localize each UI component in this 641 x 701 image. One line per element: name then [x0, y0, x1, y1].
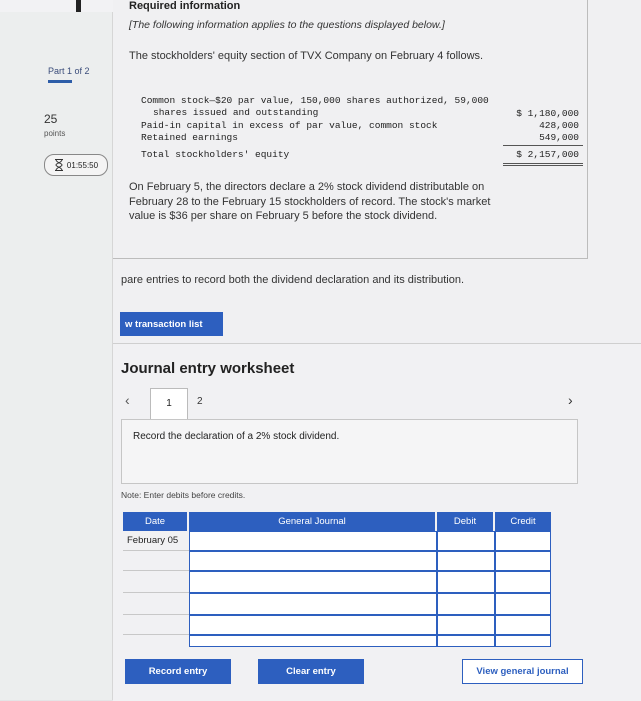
column-header-date: Date [123, 512, 187, 531]
bs-value: 549,000 [539, 132, 579, 143]
column-header-debit: Debit [437, 512, 493, 531]
required-info-title: Required information [129, 0, 241, 12]
journal-table [123, 512, 551, 647]
bs-value: $ 1,180,000 [516, 108, 579, 119]
column-header-general-journal: General Journal [189, 512, 435, 531]
account-input[interactable] [189, 615, 437, 635]
prepare-instruction: pare entries to record both the dividend declaration and its distribution. [121, 274, 465, 286]
credit-input[interactable] [495, 615, 551, 635]
record-entry-button[interactable]: Record entry [125, 659, 231, 684]
credit-input[interactable] [495, 571, 551, 593]
bs-label: Paid-in capital in excess of par value, common stock [141, 120, 438, 131]
entry-instruction-box [121, 419, 578, 484]
credit-input[interactable] [495, 593, 551, 615]
debit-input[interactable] [437, 531, 495, 551]
debit-credit-note: Note: Enter debits before credits. [121, 490, 246, 500]
journal-worksheet [113, 343, 641, 701]
bs-label: Retained earnings [141, 132, 238, 143]
top-marker [76, 0, 81, 12]
problem-intro: The stockholders' equity section of TVX Company on February 4 follows. [129, 50, 484, 62]
required-info-subtitle: [The following information applies to the questions displayed below.] [129, 19, 445, 31]
account-input[interactable] [189, 531, 437, 551]
tab-2[interactable]: 2 [197, 396, 203, 407]
bs-label: Common stock—$20 par value, 150,000 shares authorized, 59,000 [141, 95, 489, 106]
column-header-credit: Credit [495, 512, 551, 531]
credit-input[interactable] [495, 531, 551, 551]
credit-input[interactable] [495, 551, 551, 571]
debit-input[interactable] [437, 571, 495, 593]
debit-input[interactable] [437, 551, 495, 571]
timer-text: 01:55:50 [66, 160, 99, 170]
clear-entry-button[interactable]: Clear entry [258, 659, 364, 684]
date-cell: February 05 [127, 535, 179, 546]
account-input[interactable] [189, 571, 437, 593]
journal-title: Journal entry worksheet [121, 360, 295, 377]
chevron-left-icon[interactable]: ‹ [125, 392, 130, 408]
debit-input[interactable] [437, 635, 495, 647]
view-transaction-list-button[interactable]: w transaction list [120, 312, 223, 336]
bs-value: 428,000 [539, 120, 579, 131]
total-rule [503, 163, 583, 164]
subtotal-rule [503, 145, 583, 146]
bs-label: shares issued and outstanding [153, 107, 319, 118]
sidebar [0, 12, 113, 700]
timer-badge[interactable] [44, 154, 108, 176]
tab-1[interactable]: 1 [150, 388, 188, 420]
debit-input[interactable] [437, 593, 495, 615]
problem-paragraph: On February 5, the directors declare a 2% stock dividend distributable on February 28 to the February 15 stockholders of record. The stock's market value is $36 per share on February 5 before the stock dividend. [129, 181, 491, 222]
chevron-right-icon[interactable]: › [568, 392, 573, 408]
points-value: 25 [44, 112, 58, 126]
part-label: Part 1 of 2 [48, 66, 90, 76]
points-label: points [44, 129, 66, 138]
total-rule-double [503, 165, 583, 166]
debit-input[interactable] [437, 615, 495, 635]
entry-instruction: Record the declaration of a 2% stock dividend. [133, 431, 340, 442]
view-general-journal-button[interactable]: View general journal [462, 659, 583, 684]
hourglass-icon [54, 159, 64, 171]
problem-card [113, 0, 588, 259]
part-progress-bar [48, 80, 72, 83]
account-input[interactable] [189, 551, 437, 571]
credit-input[interactable] [495, 635, 551, 647]
account-input[interactable] [189, 635, 437, 647]
account-input[interactable] [189, 593, 437, 615]
main-panel [113, 0, 641, 700]
bs-label: Total stockholders' equity [141, 149, 290, 160]
bs-value: $ 2,157,000 [516, 149, 579, 160]
